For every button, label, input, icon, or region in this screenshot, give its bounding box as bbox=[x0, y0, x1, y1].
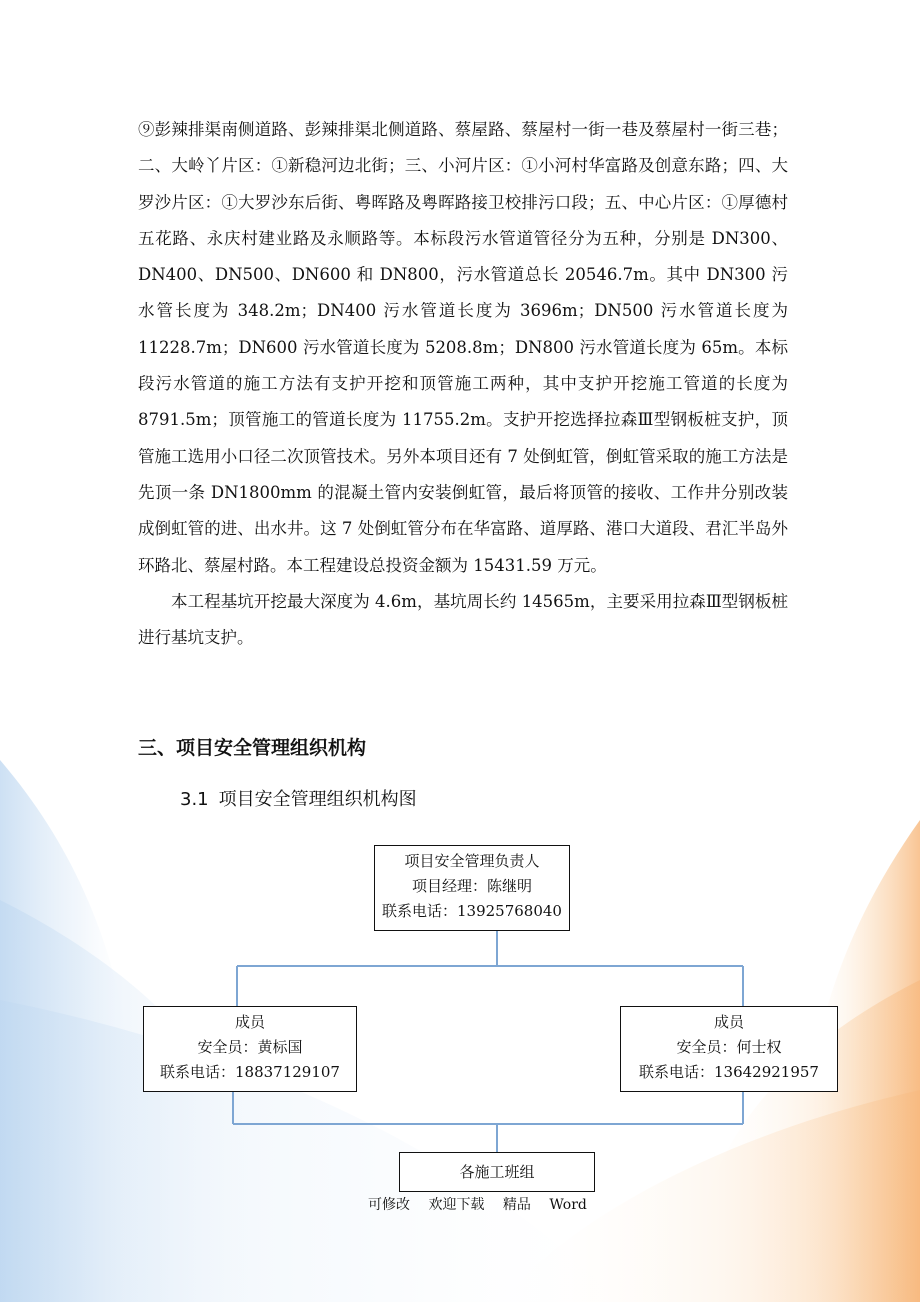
member-right-role: 安全员：何士权 bbox=[676, 1038, 782, 1056]
member-left-role: 安全员：黄标国 bbox=[197, 1038, 303, 1056]
footer-item: 精品 bbox=[502, 1197, 531, 1213]
sub-heading-number: 3.1 bbox=[180, 789, 209, 810]
paragraph-project-overview: ⑨彭辣排渠南侧道路、彭辣排渠北侧道路、蔡屋路、蔡屋村一街一巷及蔡屋村一街三巷；二、大岭丫片区：①新稳河边北街；三、小河片区：①小河村华富路及创意东路；四、大罗沙片区：①大罗沙东后街、粤晖路及粤晖路接卫校排污口段；五、中心片区：①厚德村五花路、永庆村建业路及永顺路等。本标段污水管道管径分为五种，分别是 DN300、DN400、DN500、DN600 和 DN800，污水管道总长 20546.7m。其中 DN300 污水管长度为 348.2m；DN400 污水管道长度为 3696m；DN500 污水管道长度为 11228.7m；DN600 污水管道长度为 5208.8m；DN800 污水管道长度为 65m。本标段污水管道的施工方法有支护开挖和顶管施工两种，其中支护开挖施工管道的长度为 8791.5m；顶管施工的管道长度为 11755.2m。支护开挖选择拉森Ⅲ型钢板桩支护，顶管施工选用小口径二次顶管技术。另外本项目还有 7 处倒虹管，倒虹管采取的施工方法是先顶一条 DN1800mm 的混凝土管内安装倒虹管，最后将顶管的接收、工作井分别改装成倒虹管的进、出水井。这 7 处倒虹管分布在华富路、道厚路、港口大道段、君汇半岛外环路北、蔡屋村路。本工程建设总投资金额为 15431.59 万元。 bbox=[138, 120, 788, 575]
footer-item: 欢迎下载 bbox=[428, 1197, 485, 1213]
member-right-title: 成员 bbox=[713, 1013, 744, 1031]
head-title: 项目安全管理负责人 bbox=[404, 852, 540, 870]
sub-heading-title: 项目安全管理组织机构图 bbox=[218, 789, 417, 810]
teams-title: 各施工班组 bbox=[459, 1163, 535, 1181]
member-left-title: 成员 bbox=[234, 1013, 265, 1031]
member-right-phone: 联系电话：13642921957 bbox=[639, 1063, 819, 1081]
head-phone: 联系电话：13925768040 bbox=[382, 902, 562, 920]
member-left-phone: 联系电话：18837129107 bbox=[160, 1063, 340, 1081]
org-node-construction-teams bbox=[399, 1152, 595, 1192]
footer-watermark bbox=[368, 1194, 601, 1214]
head-role: 项目经理：陈继明 bbox=[411, 877, 532, 895]
section-heading: 三、项目安全管理组织机构 bbox=[138, 737, 367, 759]
paragraph-foundation-pit: 本工程基坑开挖最大深度为 4.6m，基坑周长约 14565m，主要采用拉森Ⅲ型钢板桩进行基坑支护。 bbox=[138, 591, 788, 648]
org-node-member-left bbox=[143, 1006, 357, 1092]
footer-item: 可修改 bbox=[368, 1197, 410, 1213]
org-node-safety-head bbox=[374, 845, 570, 931]
footer-item: Word bbox=[549, 1197, 587, 1213]
org-node-member-right bbox=[620, 1006, 838, 1092]
